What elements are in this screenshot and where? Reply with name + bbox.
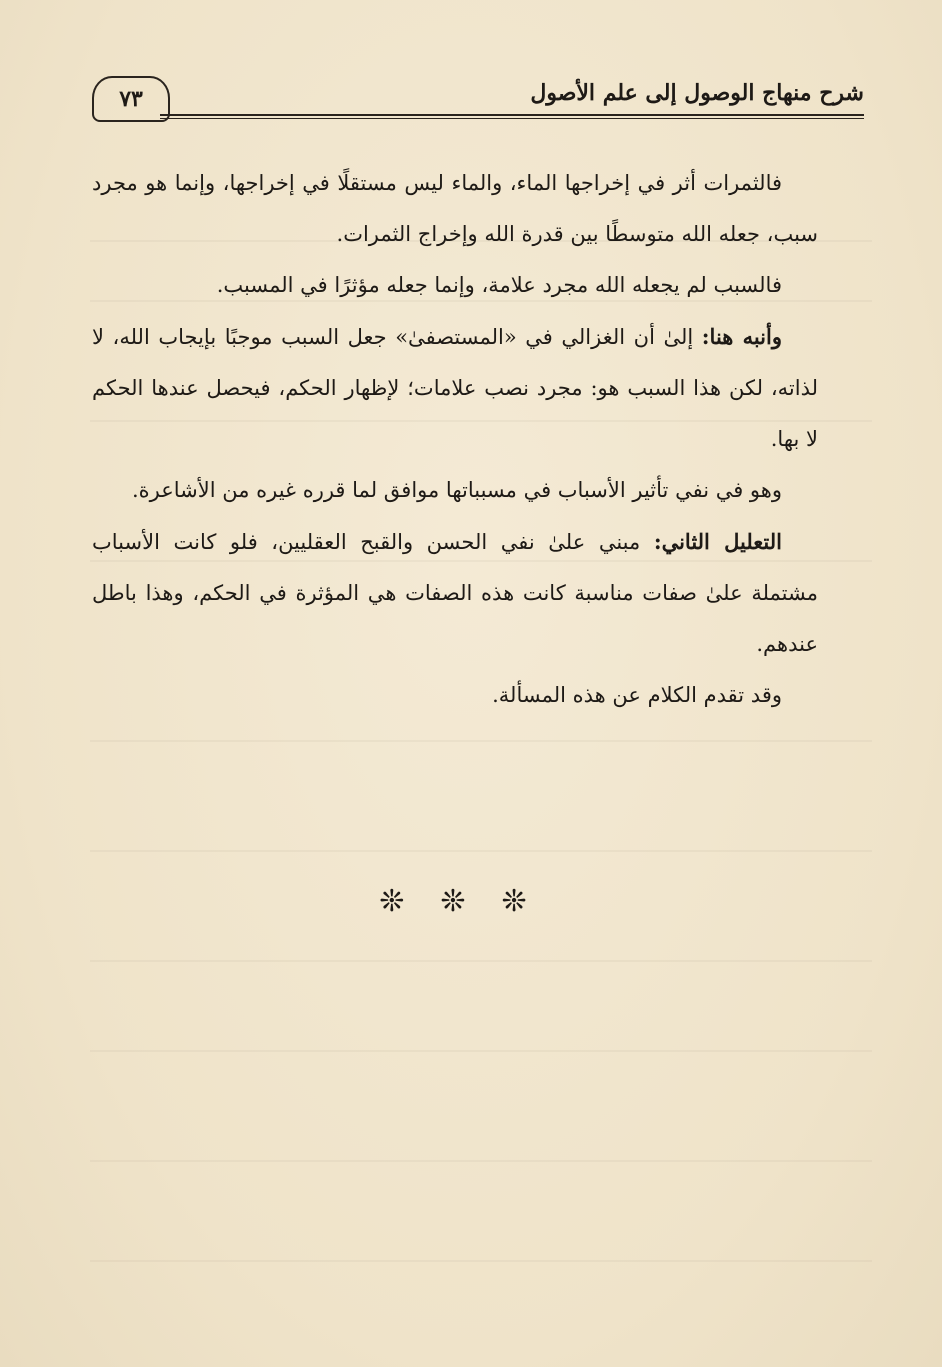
header-rule <box>160 114 864 116</box>
main-text <box>92 158 818 721</box>
paragraph <box>92 465 818 516</box>
paragraph <box>92 158 818 260</box>
bleed-through-line <box>90 1260 872 1262</box>
bleed-through-line <box>90 850 872 852</box>
bleed-through-line <box>90 1050 872 1052</box>
paragraph-text: مبني علىٰ نفي الحسن والقبح العقليين، فلو كانت الأسباب مشتملة علىٰ صفات مناسبة كانت هذه الصفات هي المؤثرة في الحكم، وهذا باطل عندهم. <box>92 530 818 656</box>
paragraph-lead: التعليل الثاني: <box>653 529 782 554</box>
paragraph-text: فالثمرات أثر في إخراجها الماء، والماء ليس مستقلًا في إخراجها، وإنما هو مجرد سبب، جعله الله متوسطًا بين قدرة الله وإخراج الثمرات. <box>92 171 818 246</box>
paragraph-text: وقد تقدم الكلام عن هذه المسألة. <box>492 683 782 707</box>
paragraph <box>92 516 818 670</box>
paragraph-text: إلىٰ أن الغزالي في «المستصفىٰ» جعل السبب موجبًا بإيجاب الله، لا لذاته، لكن هذا السبب هو: مجرد نصب علامات؛ لإظهار الحكم، فيحصل عندها الحكم لا بها. <box>92 325 818 451</box>
paragraph <box>92 311 818 465</box>
section-separator: ❊❊❊ <box>379 884 563 919</box>
page-number: ٧٣ <box>92 76 170 122</box>
bleed-through-line <box>90 740 872 742</box>
book-title: شرح منهاج الوصول إلى علم الأصول <box>530 80 864 106</box>
paragraph-text: وهو في نفي تأثير الأسباب في مسبباتها موافق لما قرره غيره من الأشاعرة. <box>131 478 782 502</box>
bleed-through-line <box>90 1160 872 1162</box>
paragraph-lead: وأنبه هنا: <box>701 324 782 349</box>
running-header <box>92 72 864 122</box>
paragraph-text: فالسبب لم يجعله الله مجرد علامة، وإنما جعله مؤثرًا في المسبب. <box>216 273 782 297</box>
paragraph <box>92 670 818 721</box>
paragraph <box>92 260 818 311</box>
header-rule-thin <box>160 118 864 119</box>
bleed-through-line <box>90 960 872 962</box>
